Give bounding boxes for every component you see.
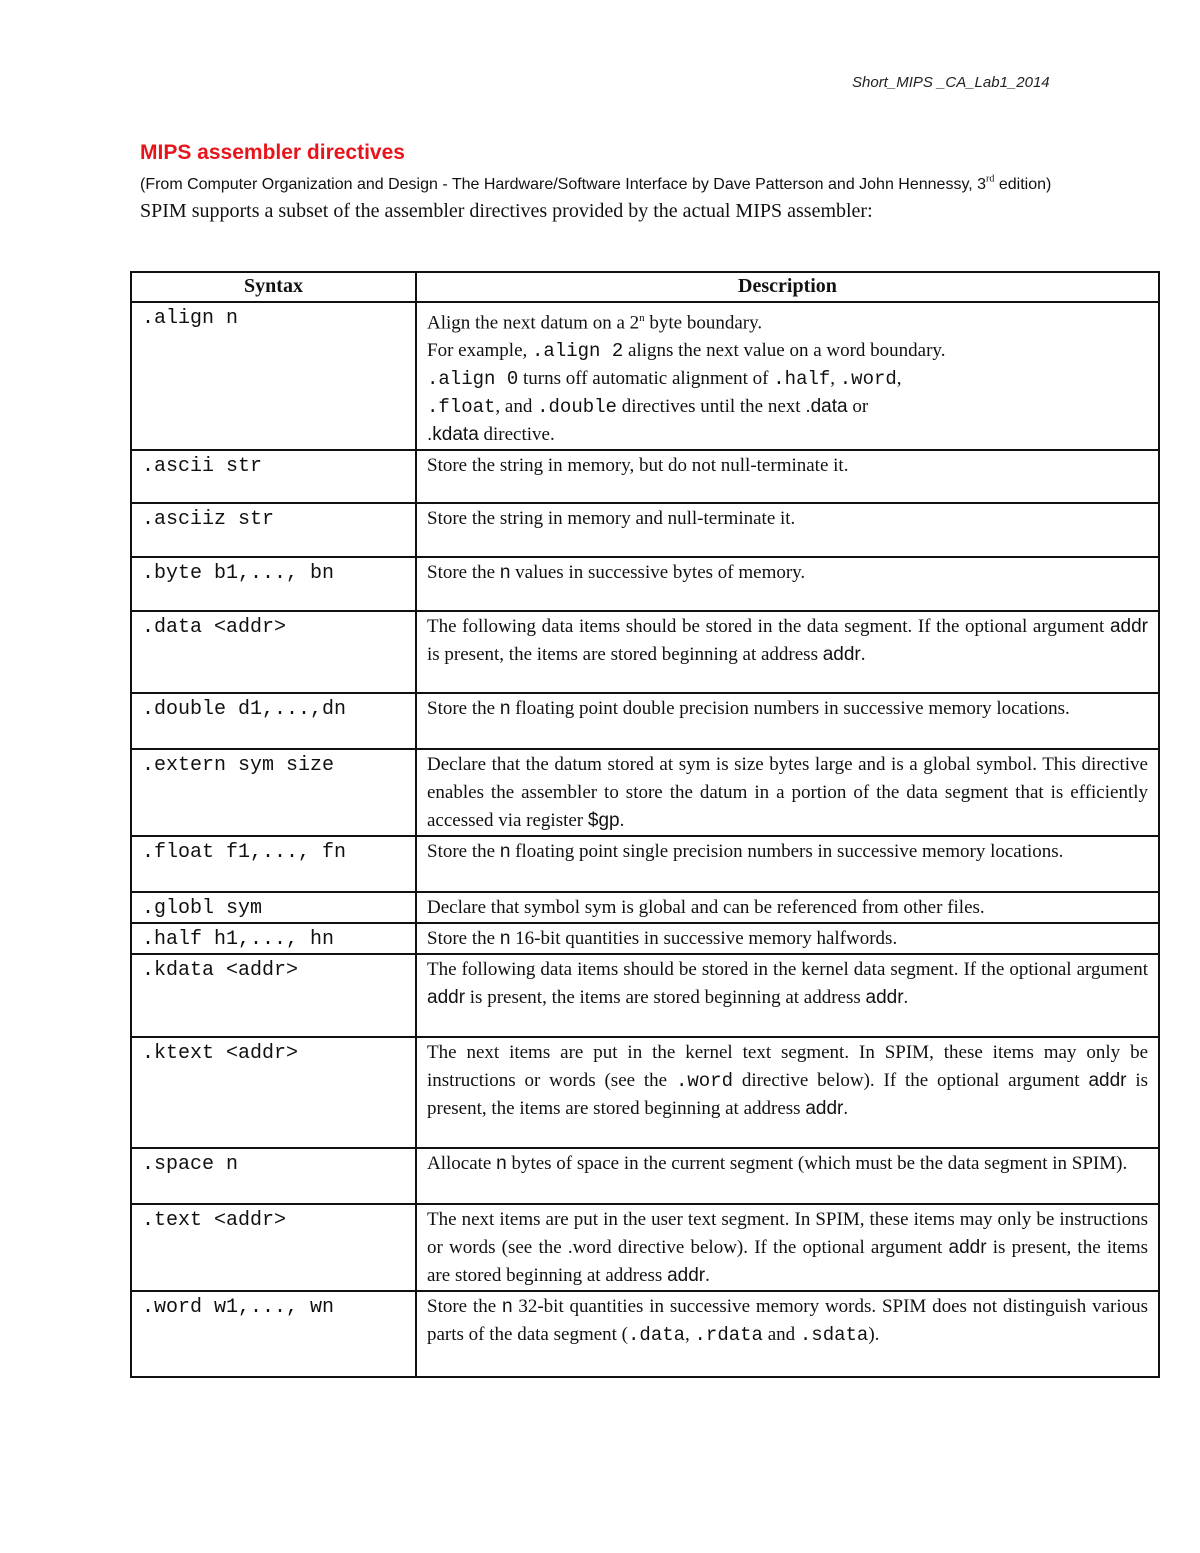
- code-fragment: addr: [805, 1098, 844, 1120]
- desc-line: [427, 365, 1148, 393]
- desc-text: and: [762, 1324, 800, 1346]
- table-row: [131, 611, 1159, 693]
- code-fragment: addr: [1088, 1070, 1127, 1092]
- desc-text: .: [619, 810, 625, 832]
- desc-text: directive below). If the optional argument: [732, 1070, 1089, 1092]
- desc-text: floating point double precision numbers in successive memory locations.: [510, 698, 1070, 720]
- code-fragment: .kdata: [427, 424, 479, 446]
- desc-text: The next items are put in the user text segment. In SPIM, these items may only be instructions or words (see the .word directive below). If the optional argument: [427, 1209, 1148, 1259]
- desc-text: The following data items should be stored in the kernel data segment. If the optional argument: [427, 959, 1148, 981]
- desc-line: [427, 393, 1148, 421]
- code-fragment: addr: [865, 987, 904, 1009]
- syntax-cell: .ktext <addr>: [131, 1037, 416, 1148]
- header-syntax: Syntax: [131, 272, 416, 302]
- table-row: [131, 557, 1159, 611]
- code-fragment: .sdata: [799, 1324, 869, 1347]
- description-cell: Store the string in memory, but do not null-terminate it.: [416, 450, 1159, 503]
- desc-text: .: [860, 644, 866, 666]
- desc-text: ,: [830, 368, 840, 390]
- intro-edition: edition: [994, 176, 1046, 193]
- code-fragment: addr: [948, 1237, 987, 1259]
- code-fragment: n: [499, 928, 511, 950]
- desc-text: values in successive bytes of memory.: [510, 562, 806, 584]
- description-cell: [416, 1291, 1159, 1377]
- desc-text: , and: [495, 396, 538, 418]
- desc-text: Store the: [427, 841, 500, 863]
- table-row: [131, 836, 1159, 892]
- desc-text: .: [843, 1098, 849, 1120]
- document-header-note: Short_MIPS _CA_Lab1_2014: [852, 74, 1050, 91]
- description-cell: [416, 749, 1159, 836]
- code-fragment: .float: [427, 396, 496, 419]
- description-cell: [416, 954, 1159, 1037]
- desc-text: Allocate: [427, 1153, 497, 1175]
- desc-text: The following data items should be stored in the data segment. If the optional argument: [427, 616, 1110, 638]
- desc-sup: n: [639, 312, 645, 324]
- table-row: [131, 892, 1159, 923]
- page-title: MIPS assembler directives: [140, 141, 405, 164]
- desc-text: ,: [685, 1324, 695, 1346]
- intro-close-paren: ): [1045, 176, 1052, 193]
- code-fragment: n: [496, 1153, 507, 1175]
- desc-text: Align the next datum on a 2: [427, 312, 640, 334]
- desc-line: [427, 304, 1148, 337]
- syntax-cell: .word w1,..., wn: [131, 1291, 416, 1377]
- table-row: [131, 503, 1159, 557]
- table-row: [131, 302, 1159, 450]
- desc-text: aligns the next value on a word boundary.: [623, 340, 946, 362]
- syntax-cell: .double d1,...,dn: [131, 693, 416, 749]
- syntax-cell: .asciiz str: [131, 503, 416, 557]
- desc-text: or: [847, 396, 869, 418]
- syntax-cell: .align n: [131, 302, 416, 450]
- table-row: [131, 1037, 1159, 1148]
- code-fragment: addr: [667, 1265, 706, 1287]
- desc-text: Declare that the datum stored at sym is size bytes large and is a global symbol. This directive enables the assembler to store the datum in a portion of the data segment that is efficiently accessed via register: [427, 754, 1148, 832]
- code-fragment: n: [499, 841, 511, 863]
- intro-paragraph: [140, 170, 1060, 225]
- description-cell: [416, 611, 1159, 693]
- desc-text: directives until the next: [616, 396, 806, 418]
- syntax-cell: .text <addr>: [131, 1204, 416, 1291]
- desc-text: is present, the items are stored beginning at address: [465, 987, 866, 1009]
- desc-text: ).: [868, 1324, 880, 1346]
- intro-ordinal: rd: [986, 173, 995, 185]
- description-cell: [416, 557, 1159, 611]
- description-cell: [416, 836, 1159, 892]
- table-header-row: [131, 272, 1159, 302]
- desc-text: turns off automatic alignment of: [518, 368, 774, 390]
- description-cell: [416, 1148, 1159, 1204]
- intro-open-paren: (: [140, 176, 146, 193]
- table-row: [131, 749, 1159, 836]
- table-row: [131, 923, 1159, 954]
- table-row: [131, 1204, 1159, 1291]
- table-row: [131, 1148, 1159, 1204]
- code-fragment: addr: [427, 987, 466, 1009]
- code-fragment: .half: [773, 368, 831, 391]
- desc-text: For example,: [427, 340, 533, 362]
- desc-text: Store the: [427, 928, 500, 950]
- desc-text: is present, the items are stored beginning at address: [427, 1237, 1148, 1287]
- desc-text: is present, the items are stored beginning at address: [427, 644, 823, 666]
- code-fragment: addr: [1109, 616, 1148, 638]
- intro-body: SPIM supports a subset of the assembler directives provided by the actual MIPS assembler:: [140, 200, 873, 222]
- desc-line: [427, 421, 1148, 449]
- desc-text: Store the: [427, 1296, 502, 1318]
- description-cell: Declare that symbol sym is global and can be referenced from other files.: [416, 892, 1159, 923]
- syntax-cell: .float f1,..., fn: [131, 836, 416, 892]
- description-cell: [416, 1037, 1159, 1148]
- syntax-cell: .extern sym size: [131, 749, 416, 836]
- desc-text: .: [705, 1265, 710, 1287]
- desc-line: [427, 337, 1148, 365]
- syntax-cell: .globl sym: [131, 892, 416, 923]
- code-fragment: addr: [822, 644, 861, 666]
- desc-text: floating point single precision numbers in successive memory locations.: [510, 841, 1064, 863]
- code-fragment: .align 2: [532, 340, 624, 363]
- table-row: [131, 450, 1159, 503]
- desc-text: is present, the items are stored beginning at address: [427, 1070, 1148, 1120]
- description-cell: [416, 302, 1159, 450]
- table-row: [131, 693, 1159, 749]
- desc-text: ,: [896, 368, 902, 390]
- syntax-cell: .kdata <addr>: [131, 954, 416, 1037]
- description-cell: [416, 1204, 1159, 1291]
- code-fragment: n: [499, 698, 511, 720]
- directives-table: [130, 271, 1160, 1378]
- desc-text: The next items are put in the kernel text segment. In SPIM, these items may only be instructions or words (see the: [427, 1042, 1148, 1092]
- code-fragment: .data: [805, 396, 848, 418]
- code-fragment: n: [499, 562, 511, 584]
- syntax-cell: .byte b1,..., bn: [131, 557, 416, 611]
- desc-text: directive.: [478, 424, 555, 446]
- intro-authors: by Dave Patterson and John Hennessy, 3: [687, 176, 987, 193]
- code-fragment: .word: [675, 1070, 733, 1093]
- description-cell: [416, 693, 1159, 749]
- description-cell: [416, 923, 1159, 954]
- code-fragment: .rdata: [694, 1324, 763, 1347]
- table-row: [131, 954, 1159, 1037]
- syntax-cell: .data <addr>: [131, 611, 416, 693]
- syntax-cell: .ascii str: [131, 450, 416, 503]
- header-description: Description: [416, 272, 1159, 302]
- syntax-cell: .space n: [131, 1148, 416, 1204]
- code-fragment: .align 0: [427, 368, 519, 391]
- desc-text: .: [903, 987, 909, 1009]
- desc-text: 16-bit quantities in successive memory halfwords.: [510, 928, 898, 950]
- code-fragment: .word: [839, 368, 897, 391]
- desc-text: 32-bit quantities in successive memory words. SPIM does not distinguish various parts of the data segment (: [427, 1296, 1148, 1346]
- desc-text: Store the: [427, 562, 500, 584]
- desc-text: byte boundary.: [644, 312, 763, 334]
- code-fragment: .data: [628, 1324, 686, 1347]
- intro-source-book: From Computer Organization and Design - The Hardware/Software Interface: [145, 176, 688, 193]
- code-fragment: n: [501, 1296, 513, 1318]
- desc-text: bytes of space in the current segment (which must be the data segment in SPIM).: [506, 1153, 1128, 1175]
- desc-text: Store the: [427, 698, 500, 720]
- description-cell: Store the string in memory and null-terminate it.: [416, 503, 1159, 557]
- table-row: [131, 1291, 1159, 1377]
- code-fragment: $gp: [587, 810, 620, 832]
- syntax-cell: .half h1,..., hn: [131, 923, 416, 954]
- code-fragment: .double: [537, 396, 617, 419]
